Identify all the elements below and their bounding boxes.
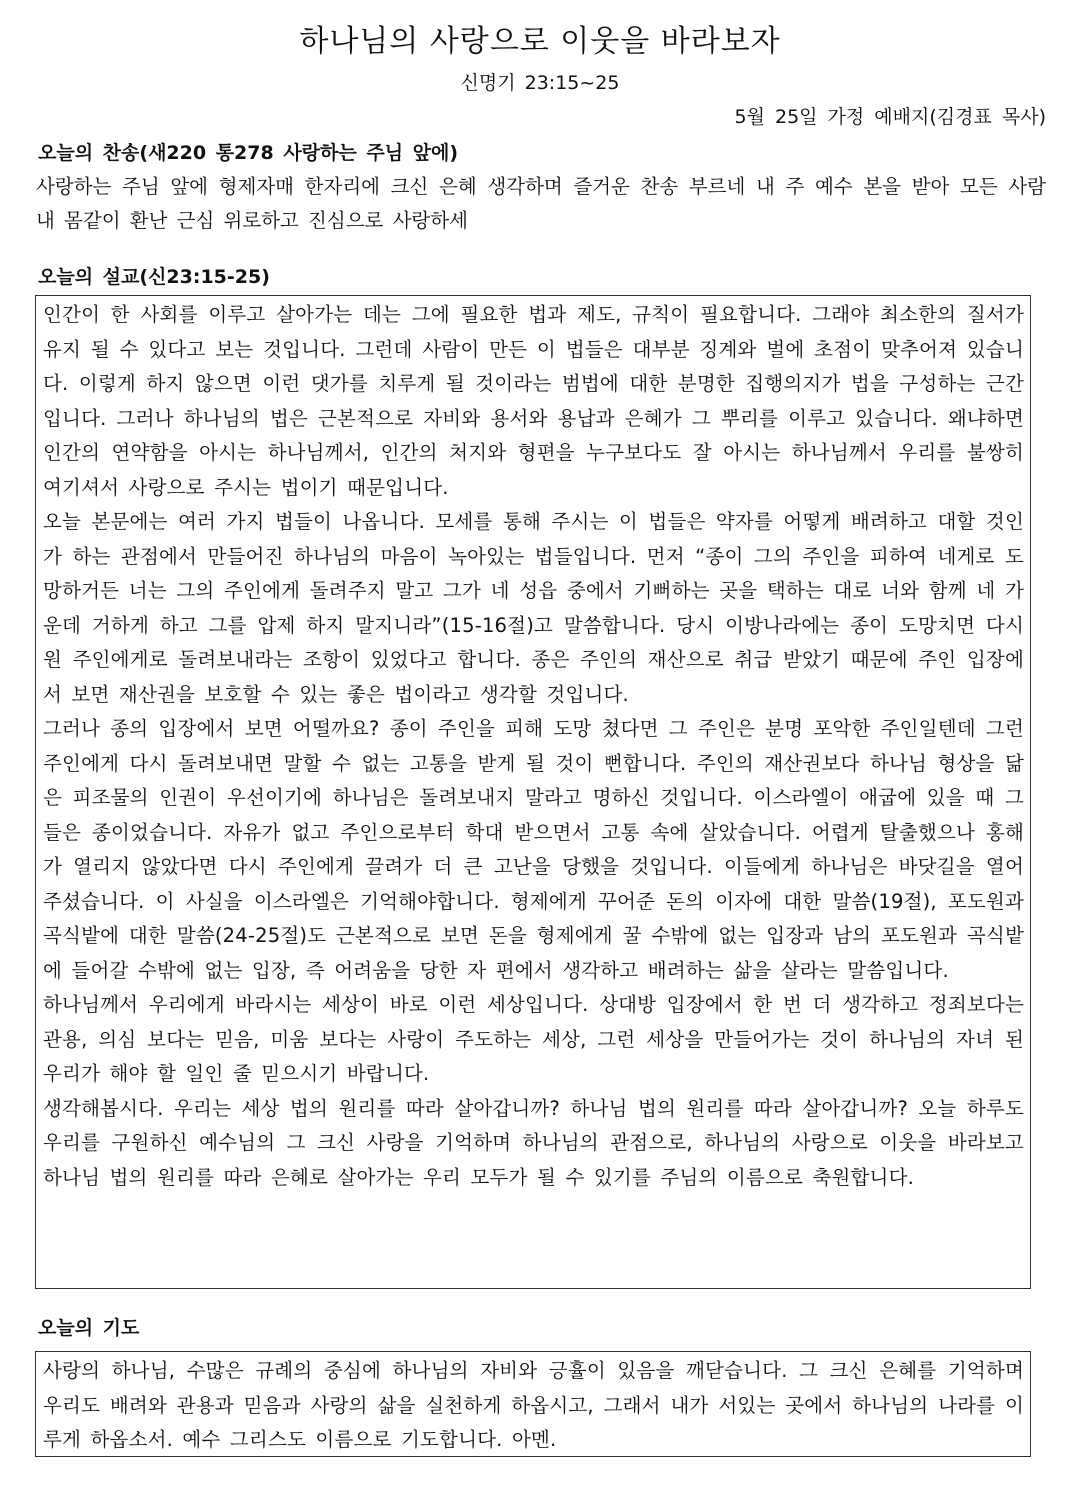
date-and-author: 5월 25일 가정 예배지(김경표 목사) [734, 106, 1046, 128]
sermon-paragraph-5: 생각해봅시다. 우리는 세상 법의 원리를 따라 살아갑니까? 하나님 법의 원리를 따라 살아갑니까? 오늘 하루도 우리를 구원하신 예수님의 그 크신 사랑을 기억하며 하나님의 관점으로, 하나님의 사랑으로 이웃을 바라보고 하나님 법의 원리를 따라 은혜로 살아가는 우리 모두가 될 수 있기를 주님의 이름으로 축원합니다. [43, 1096, 1024, 1189]
prayer-text: 사랑의 하나님, 수많은 규례의 중심에 하나님의 자비와 긍휼이 있음을 깨닫습니다. 그 크신 은혜를 기억하며 우리도 배려와 관용과 믿음과 사랑의 삶을 실천하게 하옵시고, 그래서 내가 서있는 곳에서 하나님의 나라를 이루게 하옵소서. 예수 그리스도 이름으로 기도합니다. 아멘. [43, 1359, 1024, 1451]
sermon-paragraph-2: 오늘 본문에는 여러 가지 법들이 나옵니다. 모세를 통해 주시는 이 법들은 약자를 어떻게 배려하고 대할 것인가 하는 관점에서 만들어진 하나님의 마음이 녹아있는 법들입니다. 먼저 “종이 그의 주인을 피하여 네게로 도망하거든 너는 그의 주인에게 돌려주지 말고 그가 네 성읍 중에서 기뻐하는 곳을 택하는 대로 너와 함께 네 가운데 거하게 하고 그를 압제 하지 말지니라”(15-16절)고 말씀합니다. 당시 이방나라에는 종이 도망치면 다시 원 주인에게로 돌려보내라는 조항이 있었다고 합니다. 종은 주인의 재산으로 취급 받았기 때문에 주인 입장에서 보면 재산권을 보호할 수 있는 좋은 법이라고 생각할 것입니다. [43, 510, 1024, 706]
sermon-paragraph-1: 인간이 한 사회를 이루고 살아가는 데는 그에 필요한 법과 제도, 규칙이 필요합니다. 그래야 최소한의 질서가 유지 될 수 있다고 보는 것입니다. 그런데 사람이 만든 이 법들은 대부분 징계와 벌에 초점이 맞추어져 있습니다. 이렇게 하지 않으면 이런 댓가를 치루게 될 것이라는 범법에 대한 분명한 집행의지가 법을 구성하는 근간입니다. 그러나 하나님의 법은 근본적으로 자비와 용서와 용납과 은혜가 그 뿌리를 이루고 있습니다. 왜냐하면 인간의 연약함을 아시는 하나님께서, 인간의 처지와 형편을 누구보다도 잘 아시는 하나님께서 우리를 불쌍히 여기셔서 사랑으로 주시는 법이기 때문입니다. [43, 303, 1024, 499]
prayer-box [35, 1351, 1031, 1457]
sermon-paragraph-3: 그러나 종의 입장에서 보면 어떨까요? 종이 주인을 피해 도망 쳤다면 그 주인은 분명 포악한 주인일텐데 그런 주인에게 다시 돌려보내면 말할 수 없는 고통을 받게 될 것이 뻔합니다. 주인의 재산권보다 하나님 형상을 닮은 피조물의 인권이 우선이기에 하나님은 돌려보내지 말라고 명하신 것입니다. 이스라엘이 애굽에 있을 때 그들은 종이었습니다. 자유가 없고 주인으로부터 학대 받으면서 고통 속에 살았습니다. 어렵게 탈출했으나 홍해가 열리지 않았다면 다시 주인에게 끌려가 더 큰 고난을 당했을 것입니다. 이들에게 하나님은 바닷길을 열어 주셨습니다. 이 사실을 이스라엘은 기억해야합니다. 형제에게 꾸어준 돈의 이자에 대한 말씀(19절), 포도원과 곡식밭에 대한 말씀(24-25절)도 근본적으로 보면 돈을 형제에게 꿀 수밖에 없는 입장과 남의 포도원과 곡식밭에 들어갈 수밖에 없는 입장, 즉 어려움을 당한 자 편에서 생각하고 배려하는 삶을 살라는 말씀입니다. [43, 717, 1024, 982]
document-title: 하나님의 사랑으로 이웃을 바라보자 [299, 24, 781, 59]
scripture-reference: 신명기 23:15~25 [460, 72, 620, 94]
hymn-lyrics: 사랑하는 주님 앞에 형제자매 한자리에 크신 은혜 생각하며 즐거운 찬송 부르네 내 주 예수 본을 받아 모든 사람 내 몸같이 환난 근심 위로하고 진심으로 사랑하세 [36, 175, 1046, 232]
sermon-box [35, 295, 1031, 1289]
sermon-paragraph-4: 하나님께서 우리에게 바라시는 세상이 바로 이런 세상입니다. 상대방 입장에서 한 번 더 생각하고 정죄보다는 관용, 의심 보다는 믿음, 미움 보다는 사랑이 주도하는 세상, 그런 세상을 만들어가는 것이 하나님의 자녀 된 우리가 해야 할 일인 줄 믿으시기 바랍니다. [43, 993, 1024, 1085]
sermon-heading: 오늘의 설교(신23:15-25) [38, 266, 270, 288]
prayer-heading: 오늘의 기도 [38, 1317, 140, 1339]
hymn-heading: 오늘의 찬송(새220 통278 사랑하는 주님 앞에) [38, 142, 459, 164]
